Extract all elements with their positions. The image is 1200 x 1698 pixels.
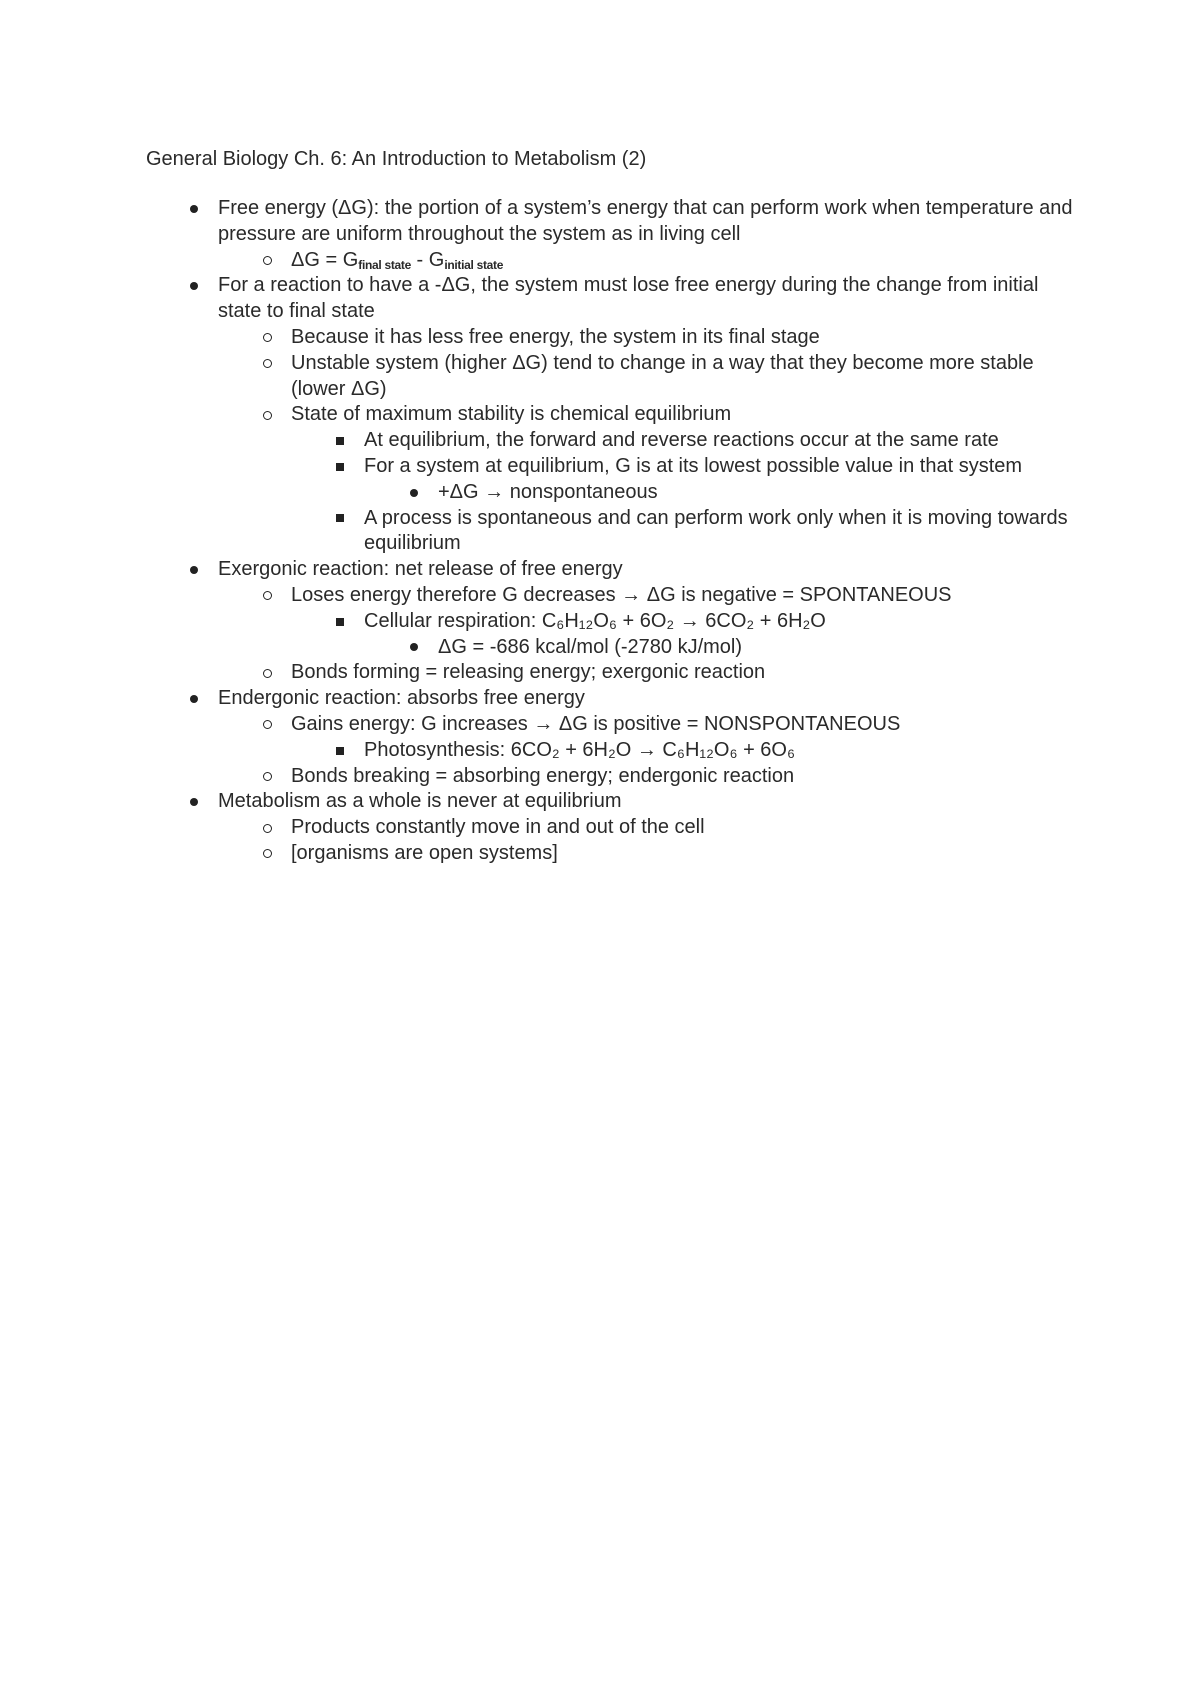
hollow-circle-bullet-icon: [257, 402, 277, 428]
list-item: [146, 506, 1086, 558]
list-item: [146, 351, 1086, 403]
list-item: [146, 712, 1086, 738]
delta-g-formula: [291, 248, 503, 274]
list-item: [146, 402, 1086, 428]
filled-circle-bullet-icon: [404, 480, 424, 506]
filled-circle-bullet-icon: [184, 789, 204, 815]
list-item: [146, 480, 1086, 506]
formula-subscript: initial state: [444, 257, 504, 272]
filled-circle-bullet-icon: [184, 686, 204, 712]
hollow-circle-bullet-icon: [257, 712, 277, 738]
list-item-text: At equilibrium, the forward and reverse reactions occur at the same rate: [364, 429, 999, 452]
hollow-circle-bullet-icon: [257, 815, 277, 841]
list-item-text: For a system at equilibrium, G is at its lowest possible value in that system: [364, 454, 1023, 477]
filled-square-bullet-icon: [330, 738, 350, 764]
list-item: [146, 454, 1086, 480]
list-item: [146, 196, 1086, 248]
list-item: [146, 609, 1086, 635]
filled-square-bullet-icon: [330, 428, 350, 454]
hollow-circle-bullet-icon: [257, 841, 277, 867]
list-item-text: Because it has less free energy, the system in its final stage: [291, 325, 820, 348]
list-item: [146, 325, 1086, 351]
list-item: [146, 686, 1086, 712]
list-item: [146, 248, 1086, 274]
list-item-text: Gains energy: G increases → ΔG is positive = NONSPONTANEOUS: [291, 712, 901, 735]
list-item-text: Loses energy therefore G decreases → ΔG is negative = SPONTANEOUS: [291, 583, 952, 606]
list-item: [146, 738, 1086, 764]
list-item-text: Free energy (ΔG): the portion of a system’s energy that can perform work when temperature and pressure are uniform throughout the system as in living cell: [218, 197, 1073, 245]
list-item: [146, 841, 1086, 867]
filled-circle-bullet-icon: [184, 196, 204, 222]
formula-part: - G: [410, 248, 445, 271]
hollow-circle-bullet-icon: [257, 325, 277, 351]
list-item: [146, 557, 1086, 583]
list-item-text: Unstable system (higher ΔG) tend to change in a way that they become more stable (lower ΔG): [291, 351, 1034, 400]
list-item: [146, 635, 1086, 661]
list-item: [146, 789, 1086, 815]
list-item: [146, 583, 1086, 609]
list-item-text: Cellular respiration: C₆H₁₂O₆ + 6O₂ → 6CO₂ + 6H₂O: [364, 609, 826, 632]
list-item-text: Exergonic reaction: net release of free energy: [218, 558, 623, 581]
list-item-text: Bonds forming = releasing energy; exergonic reaction: [291, 661, 766, 684]
list-item-text: Endergonic reaction: absorbs free energy: [218, 687, 585, 710]
hollow-circle-bullet-icon: [257, 583, 277, 609]
formula-subscript: final state: [358, 257, 411, 272]
list-item: [146, 273, 1086, 325]
list-item: [146, 660, 1086, 686]
list-item: [146, 764, 1086, 790]
filled-circle-bullet-icon: [404, 635, 424, 661]
filled-square-bullet-icon: [330, 454, 350, 480]
list-item-text: A process is spontaneous and can perform work only when it is moving towards equilibrium: [364, 506, 1068, 555]
hollow-circle-bullet-icon: [257, 351, 277, 377]
list-item: [146, 428, 1086, 454]
list-item-text: +ΔG → nonspontaneous: [438, 480, 658, 503]
list-item-text: Bonds breaking = absorbing energy; endergonic reaction: [291, 764, 795, 787]
filled-square-bullet-icon: [330, 609, 350, 635]
list-item-text: Metabolism as a whole is never at equilibrium: [218, 790, 622, 813]
list-item-text: ΔG = -686 kcal/mol (-2780 kJ/mol): [438, 635, 743, 658]
document-title: General Biology Ch. 6: An Introduction to Metabolism (2): [146, 148, 647, 170]
list-item-text: For a reaction to have a -ΔG, the system must lose free energy during the change from initial state to final state: [218, 274, 1039, 323]
hollow-circle-bullet-icon: [257, 764, 277, 790]
filled-square-bullet-icon: [330, 506, 350, 532]
notes-list: [146, 196, 1086, 867]
filled-circle-bullet-icon: [184, 273, 204, 299]
list-item-text: Products constantly move in and out of the cell: [291, 816, 705, 839]
formula-part: ΔG = G: [291, 248, 359, 271]
hollow-circle-bullet-icon: [257, 248, 277, 274]
list-item-text: Photosynthesis: 6CO₂ + 6H₂O → C₆H₁₂O₆ + 6O₆: [364, 738, 796, 761]
hollow-circle-bullet-icon: [257, 660, 277, 686]
list-item-text: [organisms are open systems]: [291, 841, 558, 864]
list-item-text: State of maximum stability is chemical equilibrium: [291, 403, 732, 426]
list-item: [146, 815, 1086, 841]
filled-circle-bullet-icon: [184, 557, 204, 583]
